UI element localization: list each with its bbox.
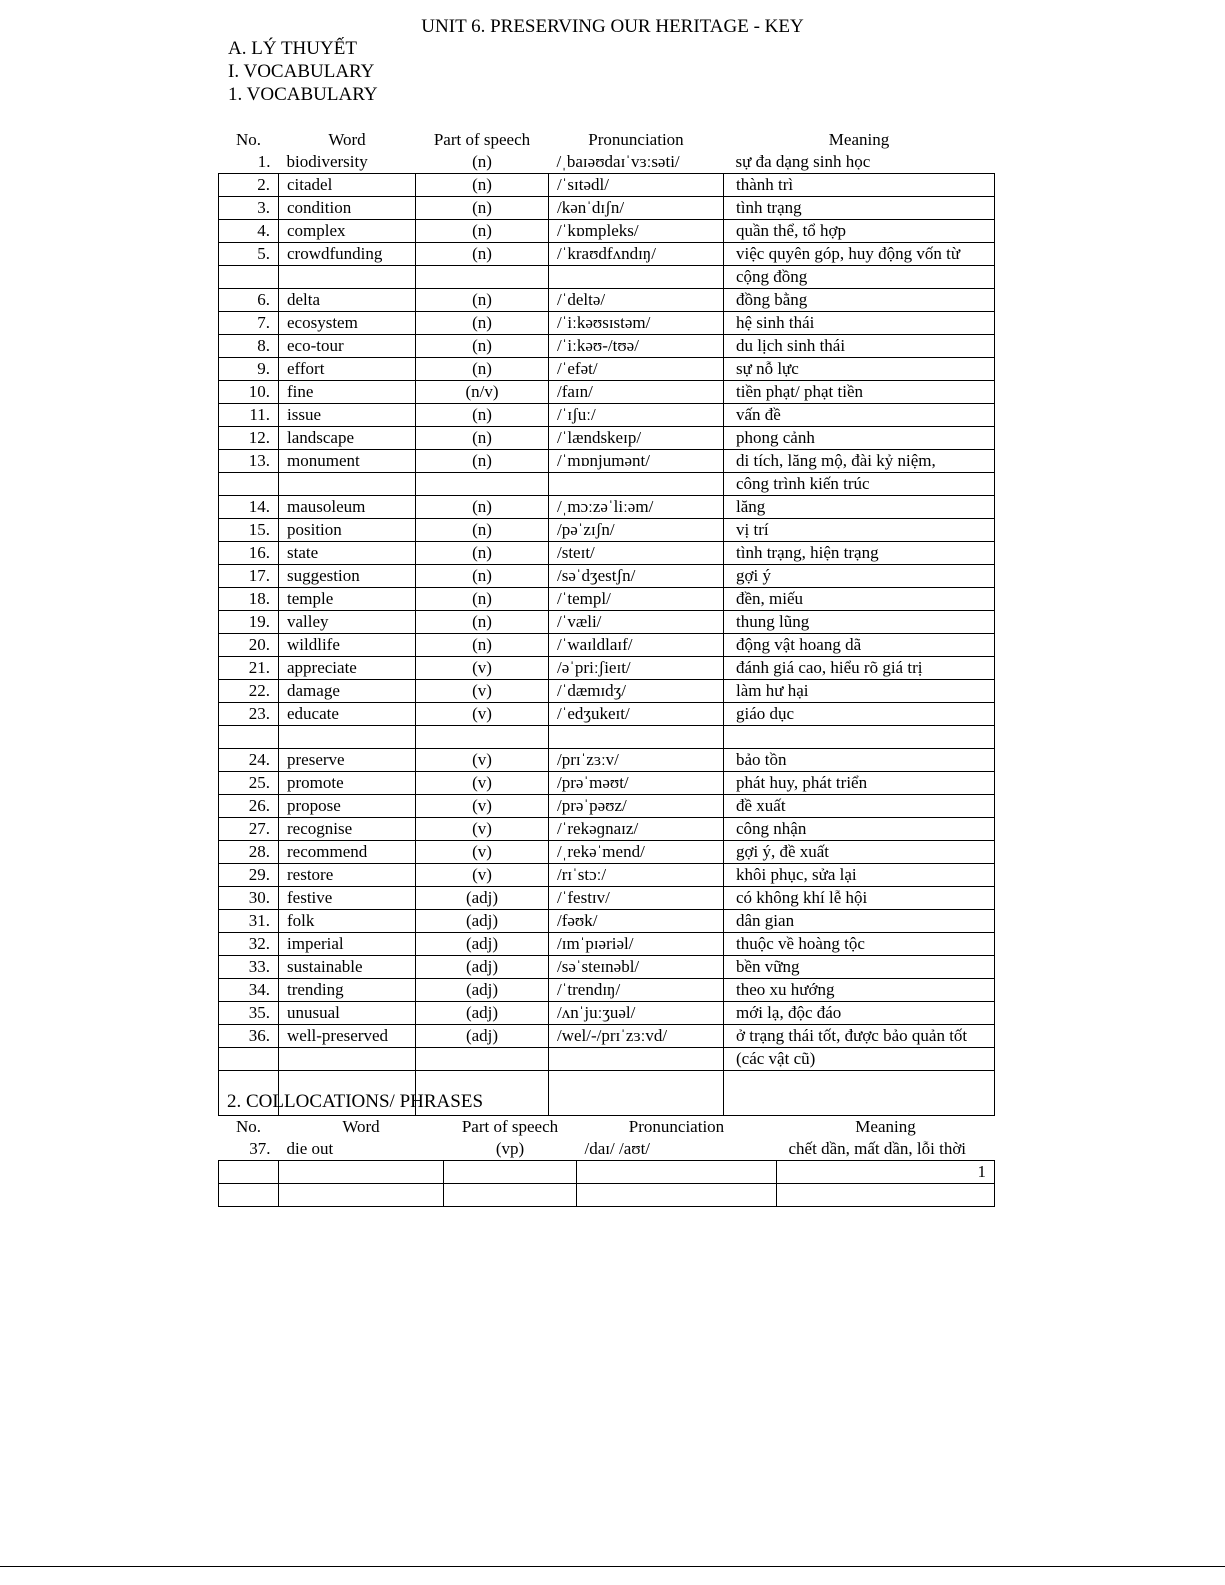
cell-word: promote xyxy=(279,772,416,795)
table-row xyxy=(219,197,995,220)
cell-no: 35. xyxy=(219,1002,279,1025)
cell-pronunciation: /ˈtrendɪŋ/ xyxy=(549,979,724,1002)
table-row xyxy=(219,841,995,864)
cell-word: fine xyxy=(279,381,416,404)
cell-word: issue xyxy=(279,404,416,427)
cell-no: 12. xyxy=(219,427,279,450)
table-row xyxy=(219,496,995,519)
cell-pos xyxy=(416,1048,549,1071)
empty-cell xyxy=(549,1071,724,1116)
cell-word: festive xyxy=(279,887,416,910)
cell-meaning: cộng đồng xyxy=(724,266,995,289)
cell-no xyxy=(219,1048,279,1071)
column-header-meaning: Meaning xyxy=(855,1117,916,1136)
collocations-heading: 2. COLLOCATIONS/ PHRASES xyxy=(227,1091,484,1112)
cell-no: 7. xyxy=(219,312,279,335)
cell-no: 3. xyxy=(219,197,279,220)
cell-pos: (adj) xyxy=(416,933,549,956)
cell-pronunciation: /səˈdʒestʃn/ xyxy=(549,565,724,588)
cell-pronunciation: /prɪˈzɜːv/ xyxy=(549,749,724,772)
table-row xyxy=(219,358,995,381)
cell-pronunciation xyxy=(549,1048,724,1071)
cell-meaning: bảo tồn xyxy=(724,749,995,772)
cell-no: 34. xyxy=(219,979,279,1002)
collocations-table xyxy=(218,1116,995,1207)
table-row xyxy=(219,795,995,818)
cell-meaning: vấn đề xyxy=(724,404,995,427)
table-row xyxy=(219,473,995,496)
cell-no: 36. xyxy=(219,1025,279,1048)
table-row xyxy=(219,887,995,910)
cell-word: restore xyxy=(279,864,416,887)
cell-word: eco-tour xyxy=(279,335,416,358)
cell-pos: (adj) xyxy=(416,956,549,979)
cell-meaning: phong cảnh xyxy=(724,427,995,450)
empty-cell xyxy=(724,1071,995,1116)
cell-word: delta xyxy=(279,289,416,312)
cell-meaning: khôi phục, sửa lại xyxy=(724,864,995,887)
cell-pronunciation: /ˈefət/ xyxy=(549,358,724,381)
cell-pronunciation: /steɪt/ xyxy=(549,542,724,565)
cell-pos: (n) xyxy=(416,588,549,611)
cell-pronunciation: /pəˈzɪʃn/ xyxy=(549,519,724,542)
table-row xyxy=(219,657,995,680)
cell-pronunciation: /ˈrekəɡnaɪz/ xyxy=(549,818,724,841)
cell-meaning: việc quyên góp, huy động vốn từ xyxy=(724,243,995,266)
collocations-table-header xyxy=(219,1116,995,1138)
cell-meaning: đền, miếu xyxy=(724,588,995,611)
cell-word: die out xyxy=(279,1138,444,1161)
column-header-meaning: Meaning xyxy=(828,130,890,149)
table-row xyxy=(219,864,995,887)
column-header-pronunciation: Pronunciation xyxy=(588,130,684,149)
cell-pos: (adj) xyxy=(416,887,549,910)
cell-word: condition xyxy=(279,197,416,220)
cell-word: mausoleum xyxy=(279,496,416,519)
cell-pronunciation xyxy=(549,473,724,496)
empty-cell xyxy=(577,1161,777,1184)
cell-meaning: (các vật cũ) xyxy=(724,1048,995,1071)
cell-pos: (adj) xyxy=(416,979,549,1002)
cell-no: 30. xyxy=(219,887,279,910)
cell-meaning: mới lạ, độc đáo xyxy=(724,1002,995,1025)
cell-pronunciation: /ʌnˈjuːʒuəl/ xyxy=(549,1002,724,1025)
cell-word: monument xyxy=(279,450,416,473)
cell-word: recommend xyxy=(279,841,416,864)
cell-meaning: du lịch sinh thái xyxy=(724,335,995,358)
cell-pronunciation: /ˈfestɪv/ xyxy=(549,887,724,910)
cell-no: 25. xyxy=(219,772,279,795)
cell-meaning: đánh giá cao, hiểu rõ giá trị xyxy=(724,657,995,680)
cell-no: 14. xyxy=(219,496,279,519)
cell-meaning: hệ sinh thái xyxy=(724,312,995,335)
column-header-word: Word xyxy=(328,130,366,149)
table-row xyxy=(219,1002,995,1025)
cell-pos: (adj) xyxy=(416,1002,549,1025)
column-header-no: No. xyxy=(235,1117,262,1136)
table-row xyxy=(219,427,995,450)
cell-pronunciation: /prəˈməʊt/ xyxy=(549,772,724,795)
cell-pos: (n) xyxy=(416,174,549,197)
table-row xyxy=(219,611,995,634)
cell-no: 6. xyxy=(219,289,279,312)
cell-pos: (n) xyxy=(416,197,549,220)
table-row xyxy=(219,565,995,588)
cell-word: sustainable xyxy=(279,956,416,979)
table-row xyxy=(219,634,995,657)
vocabulary-table-header xyxy=(219,129,995,151)
cell-no: 2. xyxy=(219,174,279,197)
table-row xyxy=(219,220,995,243)
cell-meaning: gợi ý, đề xuất xyxy=(724,841,995,864)
cell-pos: (v) xyxy=(416,772,549,795)
cell-no: 8. xyxy=(219,335,279,358)
cell-word: imperial xyxy=(279,933,416,956)
cell-pronunciation: /ˈsɪtədl/ xyxy=(549,174,724,197)
cell-no: 1. xyxy=(219,151,279,174)
cell-no: 37. xyxy=(219,1138,279,1161)
cell-word: landscape xyxy=(279,427,416,450)
cell-no: 31. xyxy=(219,910,279,933)
cell-pos: (v) xyxy=(416,841,549,864)
cell-pronunciation: /daɪ/ /aʊt/ xyxy=(577,1138,777,1161)
table-row xyxy=(219,726,995,749)
cell-no xyxy=(219,266,279,289)
cell-pos: (adj) xyxy=(416,910,549,933)
cell-meaning: đồng bằng xyxy=(724,289,995,312)
cell-no: 26. xyxy=(219,795,279,818)
cell-meaning: chết dần, mất dần, lỗi thời xyxy=(777,1138,995,1161)
cell-pronunciation: /fəʊk/ xyxy=(549,910,724,933)
cell-pos: (n) xyxy=(416,220,549,243)
cell-meaning: giáo dục xyxy=(724,703,995,726)
vocabulary-heading: I. VOCABULARY xyxy=(228,61,375,82)
table-row xyxy=(219,1048,995,1071)
cell-pos: (n) xyxy=(416,565,549,588)
cell-meaning: thung lũng xyxy=(724,611,995,634)
empty-cell xyxy=(444,1184,577,1207)
column-header-pronunciation: Pronunciation xyxy=(628,1117,725,1136)
cell-pos: (adj) xyxy=(416,1025,549,1048)
table-row xyxy=(219,979,995,1002)
cell-no: 4. xyxy=(219,220,279,243)
cell-no: 13. xyxy=(219,450,279,473)
cell-no: 16. xyxy=(219,542,279,565)
cell-pronunciation: /ˈlændskeɪp/ xyxy=(549,427,724,450)
cell-pos: (n) xyxy=(416,289,549,312)
cell-pos: (n) xyxy=(416,404,549,427)
empty-cell xyxy=(444,1161,577,1184)
cell-no: 18. xyxy=(219,588,279,611)
cell-no: 15. xyxy=(219,519,279,542)
cell-word: well-preserved xyxy=(279,1025,416,1048)
cell-pos: (n) xyxy=(416,358,549,381)
cell-word: biodiversity xyxy=(279,151,416,174)
cell-word: recognise xyxy=(279,818,416,841)
cell-word: unusual xyxy=(279,1002,416,1025)
theory-heading: A. LÝ THUYẾT xyxy=(228,38,357,59)
column-header-pos: Part of speech xyxy=(433,130,531,149)
cell-pos: (v) xyxy=(416,749,549,772)
cell-no: 11. xyxy=(219,404,279,427)
empty-cell xyxy=(279,1161,444,1184)
cell-pos: (v) xyxy=(416,795,549,818)
cell-word: complex xyxy=(279,220,416,243)
table-row xyxy=(219,910,995,933)
cell-word: crowdfunding xyxy=(279,243,416,266)
cell-pos: (n) xyxy=(416,519,549,542)
cell-word: wildlife xyxy=(279,634,416,657)
page-number: 1 xyxy=(777,1161,995,1184)
table-row xyxy=(219,519,995,542)
cell-word: citadel xyxy=(279,174,416,197)
cell-pronunciation: /ˈkɒmpleks/ xyxy=(549,220,724,243)
cell-pronunciation: /prəˈpəʊz/ xyxy=(549,795,724,818)
cell-pos: (v) xyxy=(416,657,549,680)
cell-word: educate xyxy=(279,703,416,726)
table-row xyxy=(219,151,995,174)
table-row xyxy=(219,335,995,358)
table-row xyxy=(219,312,995,335)
cell-pronunciation: /ˈtempl/ xyxy=(549,588,724,611)
cell-meaning: quần thể, tổ hợp xyxy=(724,220,995,243)
cell-meaning: tình trạng, hiện trạng xyxy=(724,542,995,565)
cell-pos: (n) xyxy=(416,427,549,450)
cell-no: 20. xyxy=(219,634,279,657)
table-row xyxy=(219,772,995,795)
cell-pos: (n) xyxy=(416,450,549,473)
document-title: UNIT 6. PRESERVING OUR HERITAGE - KEY xyxy=(421,16,804,37)
cell-no: 33. xyxy=(219,956,279,979)
cell-pronunciation xyxy=(549,266,724,289)
cell-pos: (n) xyxy=(416,335,549,358)
cell-word: preserve xyxy=(279,749,416,772)
cell-pronunciation: /ˌrekəˈmend/ xyxy=(549,841,724,864)
cell-no: 24. xyxy=(219,749,279,772)
cell-word: state xyxy=(279,542,416,565)
table-row xyxy=(219,1161,995,1184)
cell-pronunciation: /ˈedʒukeɪt/ xyxy=(549,703,724,726)
cell-no: 32. xyxy=(219,933,279,956)
table-row xyxy=(219,289,995,312)
cell-pos: (n) xyxy=(416,496,549,519)
table-row xyxy=(219,818,995,841)
cell-pos: (n) xyxy=(416,634,549,657)
cell-pos: (n) xyxy=(416,312,549,335)
cell-meaning: vị trí xyxy=(724,519,995,542)
cell-pronunciation: /ˈdeltə/ xyxy=(549,289,724,312)
cell-meaning: tiền phạt/ phạt tiền xyxy=(724,381,995,404)
cell-word: valley xyxy=(279,611,416,634)
empty-cell xyxy=(777,1184,995,1207)
cell-word: damage xyxy=(279,680,416,703)
cell-no xyxy=(219,473,279,496)
cell-pos xyxy=(416,473,549,496)
table-row xyxy=(219,933,995,956)
table-row xyxy=(219,956,995,979)
table-row xyxy=(219,404,995,427)
cell-meaning: gợi ý xyxy=(724,565,995,588)
cell-pronunciation: /ˈiːkəʊsɪstəm/ xyxy=(549,312,724,335)
empty-cell xyxy=(279,1184,444,1207)
cell-pos: (v) xyxy=(416,818,549,841)
cell-pos: (v) xyxy=(416,680,549,703)
cell-word xyxy=(279,1048,416,1071)
cell-word: appreciate xyxy=(279,657,416,680)
cell-word: trending xyxy=(279,979,416,1002)
cell-meaning: đề xuất xyxy=(724,795,995,818)
cell-pos xyxy=(416,266,549,289)
cell-meaning xyxy=(724,726,995,749)
cell-meaning: làm hư hại xyxy=(724,680,995,703)
cell-no: 17. xyxy=(219,565,279,588)
cell-meaning: công trình kiến trúc xyxy=(724,473,995,496)
cell-pos: (n) xyxy=(416,151,549,174)
cell-pos: (vp) xyxy=(444,1138,577,1161)
cell-meaning: động vật hoang dã xyxy=(724,634,995,657)
cell-meaning: có không khí lễ hội xyxy=(724,887,995,910)
cell-pronunciation: /səˈsteɪnəbl/ xyxy=(549,956,724,979)
cell-pronunciation: /ˈdæmɪdʒ/ xyxy=(549,680,724,703)
cell-word: position xyxy=(279,519,416,542)
cell-no: 23. xyxy=(219,703,279,726)
cell-meaning: thành trì xyxy=(724,174,995,197)
cell-pronunciation: /ˈmɒnjumənt/ xyxy=(549,450,724,473)
cell-pronunciation: /ˌbaɪəʊdaɪˈvɜːsəti/ xyxy=(549,151,724,174)
cell-no: 5. xyxy=(219,243,279,266)
cell-pronunciation: /ˈvæli/ xyxy=(549,611,724,634)
cell-no: 10. xyxy=(219,381,279,404)
table-row xyxy=(219,680,995,703)
cell-meaning: thuộc về hoàng tộc xyxy=(724,933,995,956)
column-header-word: Word xyxy=(342,1117,380,1136)
cell-no: 21. xyxy=(219,657,279,680)
table-row xyxy=(219,749,995,772)
cell-pos: (n) xyxy=(416,243,549,266)
cell-pronunciation: /ˌmɔːzəˈliːəm/ xyxy=(549,496,724,519)
cell-pronunciation: /kənˈdɪʃn/ xyxy=(549,197,724,220)
cell-meaning: dân gian xyxy=(724,910,995,933)
table-row xyxy=(219,450,995,473)
vocabulary-subheading: 1. VOCABULARY xyxy=(228,84,378,105)
cell-no: 9. xyxy=(219,358,279,381)
cell-word: ecosystem xyxy=(279,312,416,335)
column-header-no: No. xyxy=(235,130,262,149)
cell-pos xyxy=(416,726,549,749)
cell-pos: (v) xyxy=(416,864,549,887)
table-row xyxy=(219,174,995,197)
table-row xyxy=(219,1138,995,1161)
table-row xyxy=(219,1184,995,1207)
cell-no xyxy=(219,726,279,749)
cell-word xyxy=(279,726,416,749)
cell-pronunciation: /ˈɪʃuː/ xyxy=(549,404,724,427)
cell-word xyxy=(279,473,416,496)
page-bottom-rule xyxy=(0,1566,1225,1567)
cell-pronunciation: /ˈiːkəʊ-/tʊə/ xyxy=(549,335,724,358)
cell-pronunciation: /ˈwaɪldlaɪf/ xyxy=(549,634,724,657)
table-row xyxy=(219,266,995,289)
cell-meaning: bền vững xyxy=(724,956,995,979)
cell-word: temple xyxy=(279,588,416,611)
table-row xyxy=(219,588,995,611)
cell-meaning: công nhận xyxy=(724,818,995,841)
cell-pronunciation xyxy=(549,726,724,749)
cell-pronunciation: /ɪmˈpɪəriəl/ xyxy=(549,933,724,956)
cell-word: propose xyxy=(279,795,416,818)
cell-pos: (n/v) xyxy=(416,381,549,404)
cell-meaning: phát huy, phát triển xyxy=(724,772,995,795)
cell-pronunciation: /ˈkraʊdfʌndɪŋ/ xyxy=(549,243,724,266)
cell-meaning: ở trạng thái tốt, được bảo quản tốt xyxy=(724,1025,995,1048)
table-row xyxy=(219,243,995,266)
cell-meaning: di tích, lăng mộ, đài kỷ niệm, xyxy=(724,450,995,473)
cell-meaning: sự đa dạng sinh học xyxy=(724,151,995,174)
cell-no: 29. xyxy=(219,864,279,887)
cell-pos: (n) xyxy=(416,611,549,634)
cell-meaning: sự nỗ lực xyxy=(724,358,995,381)
cell-pronunciation: /faɪn/ xyxy=(549,381,724,404)
cell-no: 19. xyxy=(219,611,279,634)
cell-pos: (v) xyxy=(416,703,549,726)
cell-no: 22. xyxy=(219,680,279,703)
table-row xyxy=(219,703,995,726)
cell-no: 27. xyxy=(219,818,279,841)
cell-word xyxy=(279,266,416,289)
table-row xyxy=(219,1025,995,1048)
cell-pronunciation: /əˈpriːʃieɪt/ xyxy=(549,657,724,680)
vocabulary-table xyxy=(218,129,995,1116)
table-row xyxy=(219,542,995,565)
empty-cell xyxy=(219,1161,279,1184)
cell-meaning: lăng xyxy=(724,496,995,519)
cell-meaning: tình trạng xyxy=(724,197,995,220)
column-header-pos: Part of speech xyxy=(461,1117,559,1136)
cell-no: 28. xyxy=(219,841,279,864)
cell-word: effort xyxy=(279,358,416,381)
cell-word: folk xyxy=(279,910,416,933)
table-row xyxy=(219,381,995,404)
cell-word: suggestion xyxy=(279,565,416,588)
empty-cell xyxy=(219,1184,279,1207)
cell-meaning: theo xu hướng xyxy=(724,979,995,1002)
cell-pronunciation: /wel/-/prɪˈzɜːvd/ xyxy=(549,1025,724,1048)
cell-pronunciation: /rɪˈstɔː/ xyxy=(549,864,724,887)
empty-cell xyxy=(577,1184,777,1207)
cell-pos: (n) xyxy=(416,542,549,565)
